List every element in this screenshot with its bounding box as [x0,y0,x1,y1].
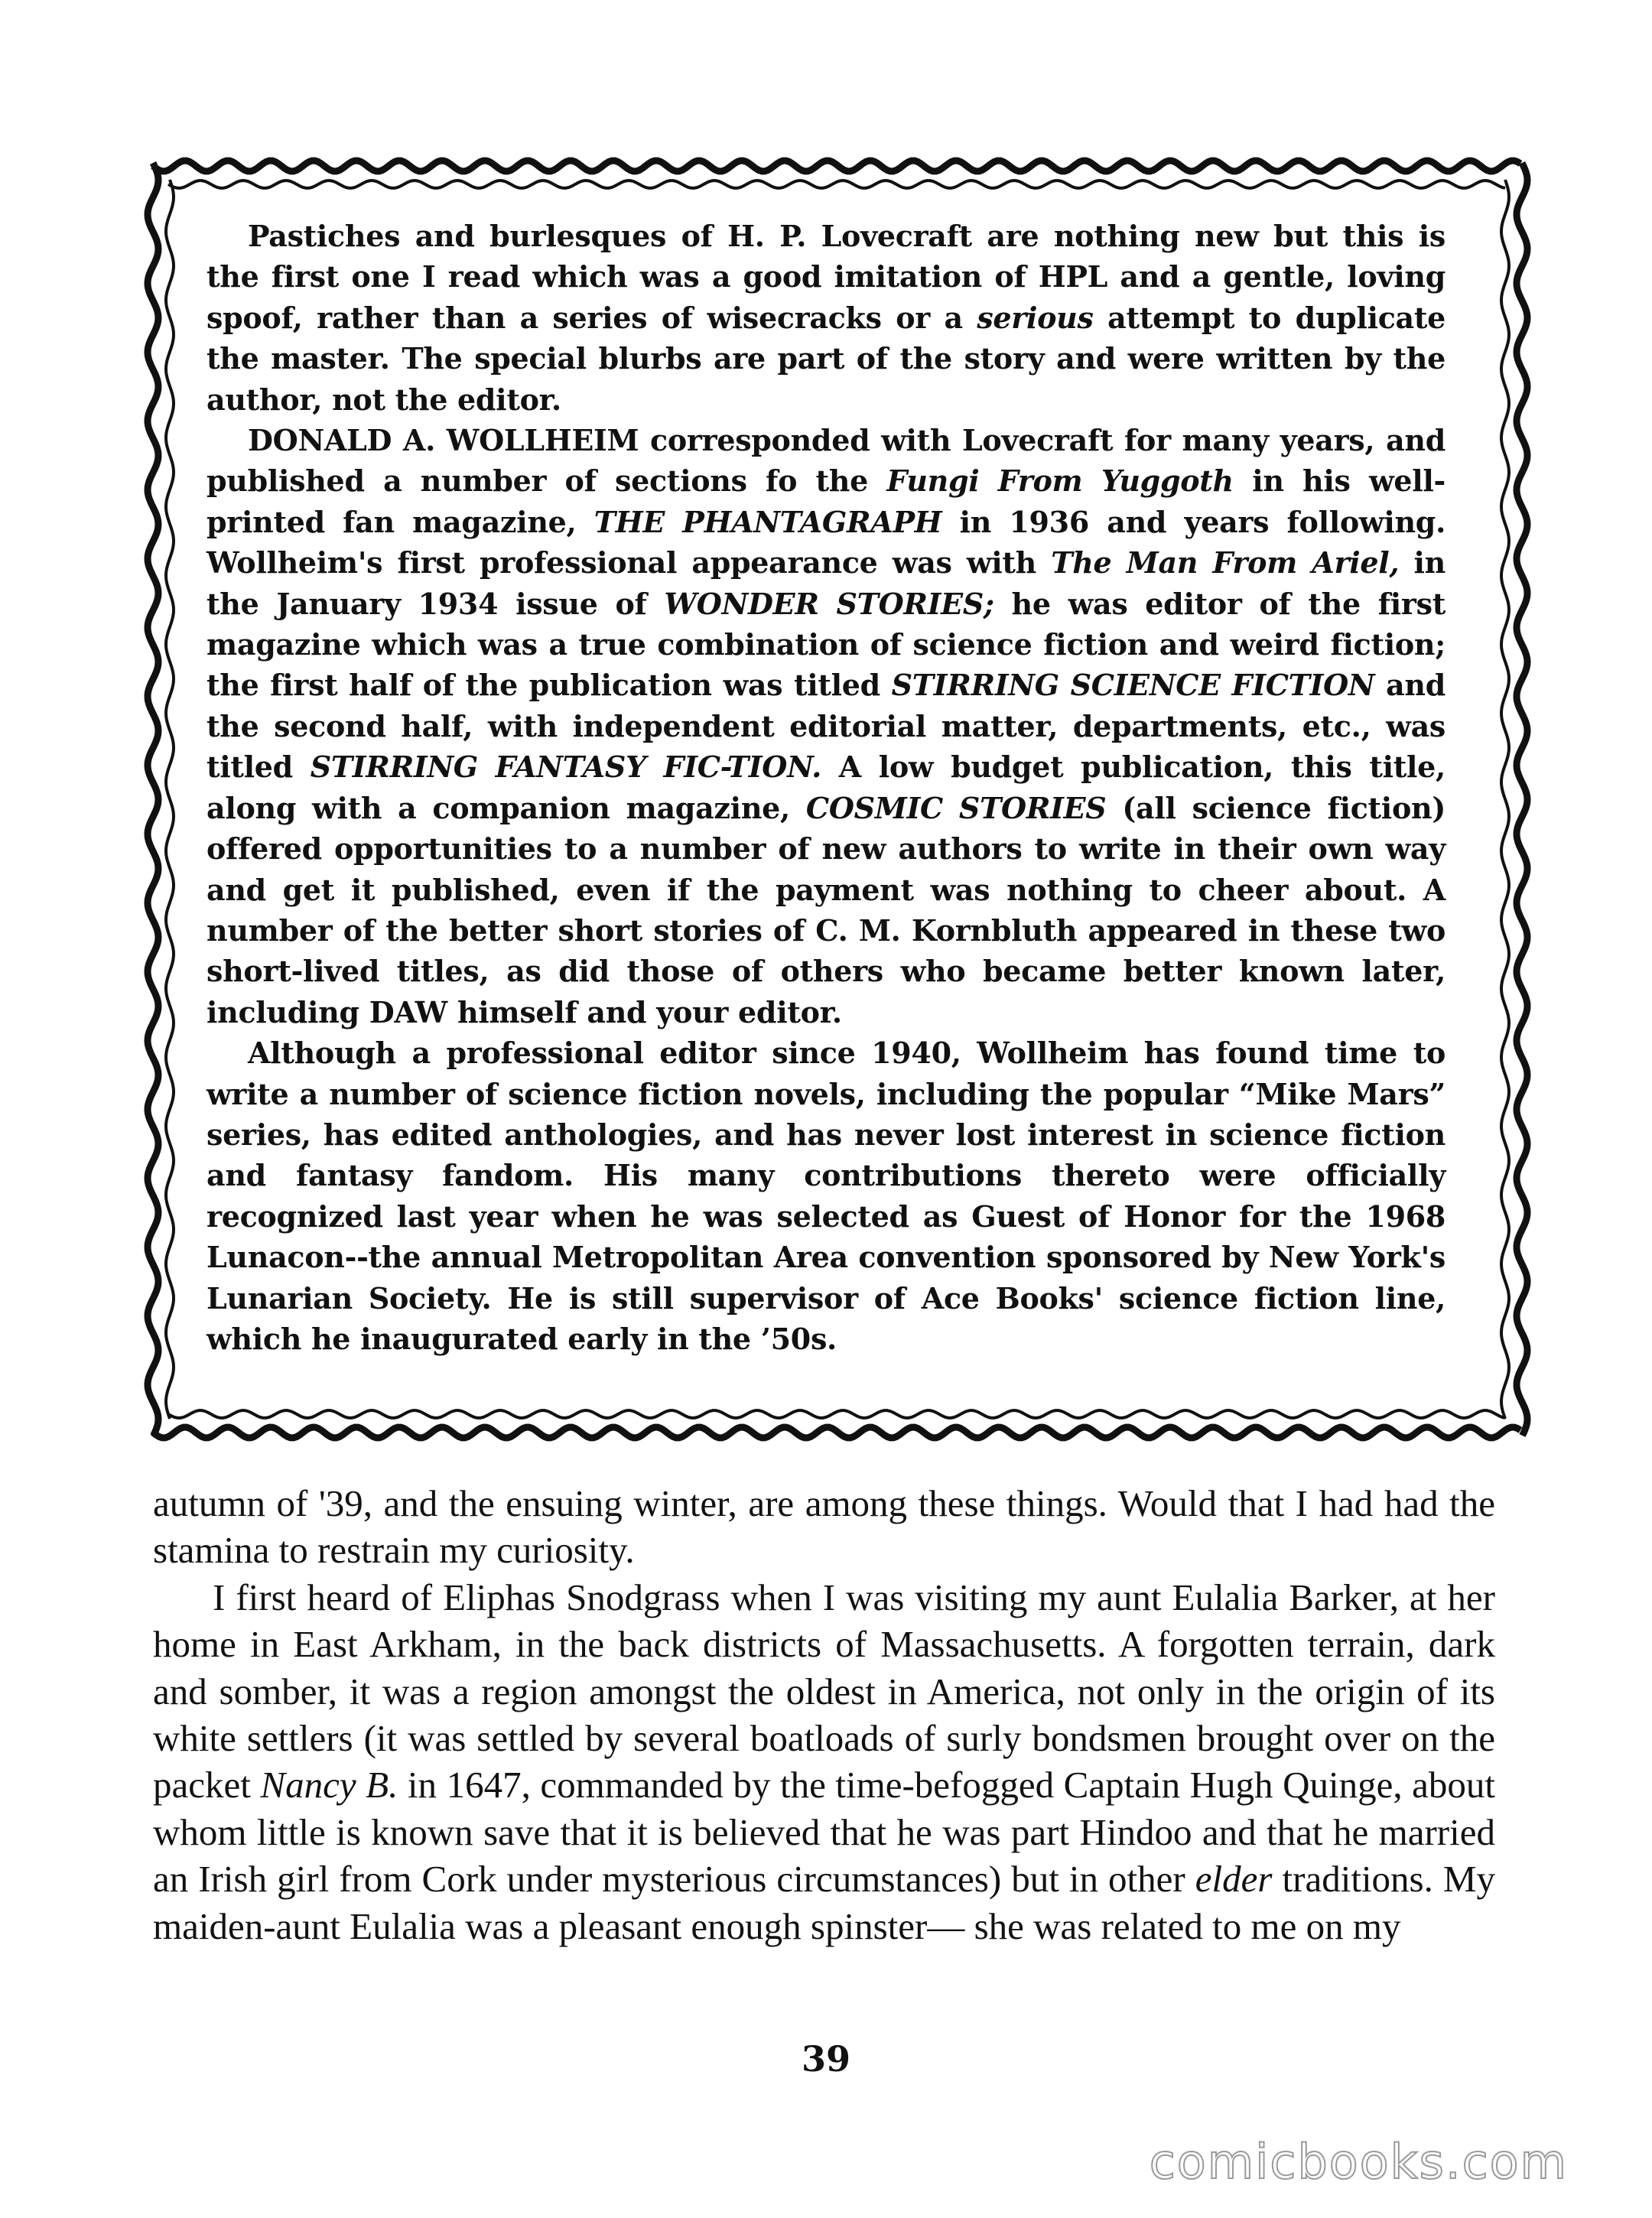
italic-text: serious [977,300,1094,335]
italic-text: The Man From Ariel, [1051,545,1400,581]
editor-blurb [206,216,1446,1359]
italic-text: STIRRING SCIENCE FICTION [891,668,1375,703]
italic-text: THE PHANTAGRAPH [593,504,942,539]
story-paragraph: I first heard of Eliphas Snodgrass when I was visiting my aunt Eulalia Barker, at her home in East Arkham, in the back districts of Massachusetts. A forgotten terrain, dark and somber, it was a region amongst the oldest in America, not only in the origin of its white settlers (it was settled by several boatloads of surly bondsmen brought over on the packet Nancy B. in 1647, commanded by the time-befogged Captain Hugh Quinge, about whom little is known save that it is believed that he was part Hindoo and that he married an Irish girl from Cork under mysterious circumstances) but in other elder traditions. My maiden-aunt Eulalia was a pleasant enough spinster— she was related to me on my [153,1576,1495,1947]
italic-text: Nancy B. [260,1764,398,1807]
blurb-paragraph: Pastiches and burlesques of H. P. Lovecraft are nothing new but this is the first one I read which was a good imitation of HPL and a gentle, loving spoof, rather than a series of wisecracks or a serious attempt to duplicate the master. The special blurbs are part of the story and were written by the author, not the editor. [206,219,1446,417]
blurb-paragraph: DONALD A. WOLLHEIM corresponded with Lovecraft for many years, and published a number of sections fo the Fungi From Yuggoth in his well-printed fan magazine, THE PHANTAGRAPH in 1936 and years following. Wollheim's first professional appearance was with The Man From Ariel, in the January 1934 issue of WONDER STORIES; he was editor of the first magazine which was a true combination of science fiction and weird fiction; the first half of the publication was titled STIRRING SCIENCE FICTION and the second half, with independent editorial matter, departments, etc., was titled STIRRING FANTASY FIC-TION. A low budget publication, this title, along with a companion magazine, COSMIC STORIES (all science fiction) offered opportunities to a number of new authors to write in their own way and get it published, even if the payment was nothing to cheer about. A number of the better short stories of C. M. Kornbluth appeared in these two short-lived titles, as did those of others who became better known later, including DAW himself and your editor. [206,423,1446,1029]
italic-text: COSMIC STORIES [805,790,1107,825]
page-number: 39 [801,2038,850,2080]
story-paragraph: autumn of '39, and the ensuing winter, are among these things. Would that I had had the stamina to restrain my curiosity. [153,1482,1495,1572]
italic-text: WONDER STORIES; [664,586,994,621]
watermark: comicbooks.com [1149,2134,1568,2190]
blurb-paragraph: Although a professional editor since 1940, Wollheim has found time to write a number of science fiction novels, including the popular “Mike Mars” series, has edited anthologies, and has never lost interest in science fiction and fantasy fandom. His many contributions thereto were officially recognized last year when he was selected as Guest of Honor for the 1968 Lunacon--the annual Metropolitan Area convention sponsored by New York's Lunarian Society. He is still supervisor of Ace Books' science fiction line, which he inaugurated early in the ’50s. [206,1036,1446,1356]
italic-text: Fungi From Yuggoth [886,463,1234,499]
italic-text: STIRRING FANTASY FIC-TION. [310,750,822,785]
story-body [153,1480,1495,1950]
italic-text: elder [1195,1858,1273,1901]
